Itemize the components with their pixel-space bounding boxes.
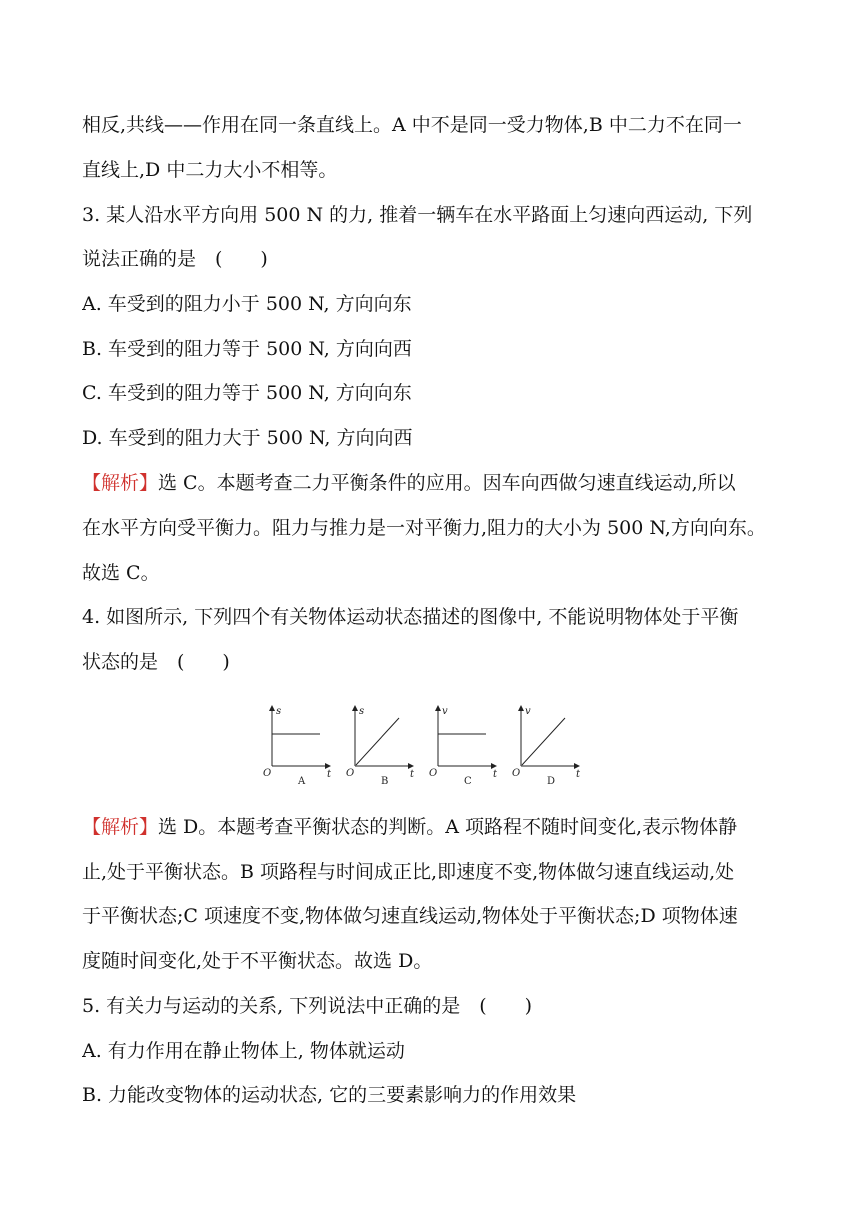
origin-label: O: [512, 768, 521, 779]
graph-label: D: [547, 776, 556, 787]
x-axis-label: t: [410, 769, 415, 780]
text-line: 相反,共线——作用在同一条直线上。A 中不是同一受力物体,B 中二力不在同一: [82, 114, 742, 136]
analysis-text: 选 D。本题考查平衡状态的判断。A 项路程不随时间变化,表示物体静: [158, 816, 738, 838]
x-axis-label: t: [576, 769, 581, 780]
question-3-analysis: 在水平方向受平衡力。阻力与推力是一对平衡力,阻力的大小为 500 N,方向向东。: [82, 517, 766, 539]
question-5-stem: 5. 有关力与运动的关系, 下列说法中正确的是 ( ): [82, 995, 533, 1017]
motion-graphs-figure: [262, 700, 602, 790]
y-axis-label: v: [442, 706, 448, 717]
analysis-tag: 【解析】: [82, 816, 159, 838]
question-4-analysis: 止,处于平衡状态。B 项路程与时间成正比,即速度不变,物体做匀速直线运动,处: [82, 861, 735, 883]
question-4-stem: 4. 如图所示, 下列四个有关物体运动状态描述的图像中, 不能说明物体处于平衡: [82, 606, 739, 628]
question-5-option-a: A. 有力作用在静止物体上, 物体就运动: [82, 1040, 405, 1062]
graph-label: B: [381, 776, 389, 787]
question-3-option-d: D. 车受到的阻力大于 500 N, 方向向西: [82, 427, 413, 449]
graph-b: [346, 706, 415, 787]
y-axis-label: v: [525, 706, 531, 717]
question-4-analysis: [82, 815, 782, 839]
graph-label: C: [464, 776, 472, 787]
question-4-analysis: 于平衡状态;C 项速度不变,物体做匀速直线运动,物体处于平衡状态;D 项物体速: [82, 905, 738, 927]
analysis-tag: 【解析】: [82, 472, 159, 494]
origin-label: O: [346, 768, 355, 779]
question-3-analysis: 故选 C。: [82, 562, 160, 584]
motion-graphs-svg: [262, 700, 602, 790]
question-3-option-c: C. 车受到的阻力等于 500 N, 方向向东: [82, 382, 412, 404]
graph-c: [429, 706, 498, 787]
y-axis-label: s: [276, 706, 282, 717]
graph-d: [512, 706, 581, 787]
origin-label: O: [429, 768, 438, 779]
question-4-analysis: 度随时间变化,处于不平衡状态。故选 D。: [82, 950, 433, 972]
y-axis-label: s: [359, 706, 365, 717]
question-3-option-b: B. 车受到的阻力等于 500 N, 方向向西: [82, 338, 412, 360]
analysis-text: 选 C。本题考查二力平衡条件的应用。因车向西做匀速直线运动,所以: [158, 472, 736, 494]
question-5-option-b: B. 力能改变物体的运动状态, 它的三要素影响力的作用效果: [82, 1084, 577, 1106]
question-3-stem: 3. 某人沿水平方向用 500 N 的力, 推着一辆车在水平路面上匀速向西运动, 下列: [82, 204, 753, 226]
question-3-stem: 说法正确的是 ( ): [82, 248, 268, 270]
graph-line: [356, 718, 399, 765]
x-axis-label: t: [327, 769, 332, 780]
graph-label: A: [298, 776, 306, 787]
text-line: 直线上,D 中二力大小不相等。: [82, 159, 338, 181]
graph-a: [263, 706, 332, 787]
question-3-option-a: A. 车受到的阻力小于 500 N, 方向向东: [82, 293, 412, 315]
x-axis-label: t: [493, 769, 498, 780]
origin-label: O: [263, 768, 272, 779]
graph-line: [522, 718, 565, 765]
question-3-analysis: [82, 471, 782, 495]
question-4-stem: 状态的是 ( ): [82, 651, 230, 673]
